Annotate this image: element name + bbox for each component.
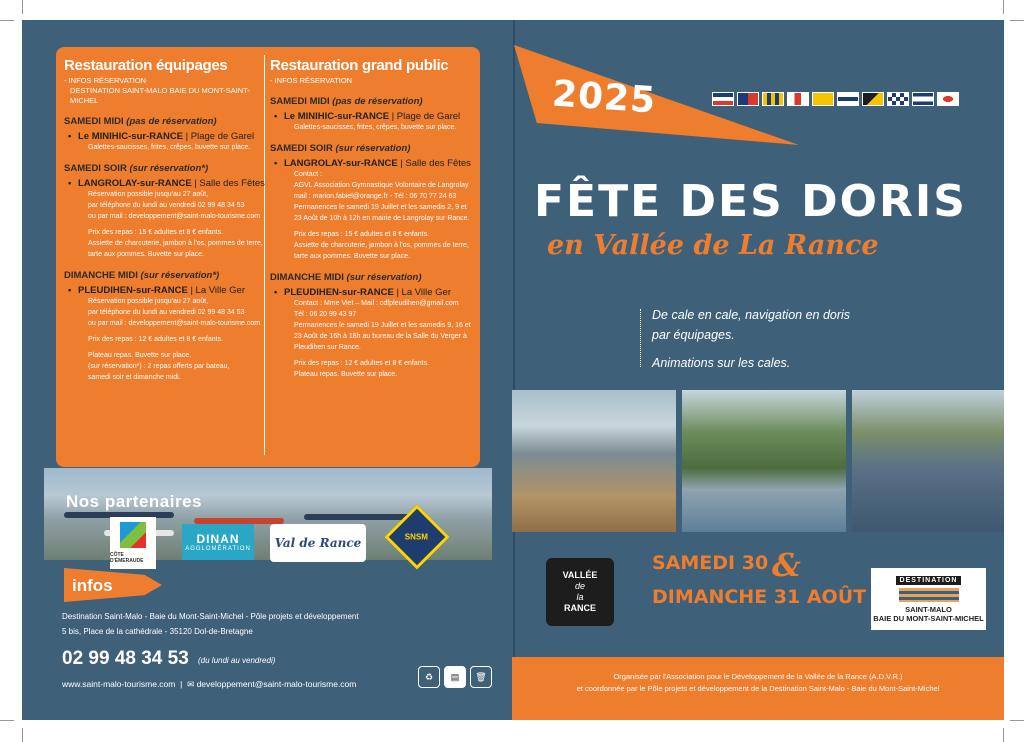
- organizer-footer: [512, 657, 1004, 720]
- contact-address: Destination Saint-Malo - Baie du Mont-Saint-Michel - Pôle projets et développement: [62, 612, 359, 621]
- venue-detail: Galettes-saucisses, frites, crêpes, buvette sur place.: [294, 124, 457, 131]
- footer-line: et coordonnée par le Pôle projets et développement de la Destination Saint-Malo - Baie du Mont-Saint-Michel: [576, 684, 940, 693]
- signal-flag: [937, 92, 959, 106]
- section-heading: SAMEDI SOIR (sur réservation): [270, 143, 411, 154]
- destination-name: BAIE DU MONT-SAINT-MICHEL: [873, 613, 984, 623]
- venue-detail: par téléphone du lundi au vendredi 02 99 48 34 53: [88, 202, 245, 209]
- year: 2025: [550, 73, 658, 122]
- crop-mark: [1010, 720, 1024, 721]
- footer-line: Organisée par l'Association pour le Développement de la Vallée de la Rance (A.D.V.R.): [613, 672, 903, 681]
- contact-links: [62, 679, 356, 690]
- phone-note: (du lundi au vendredi): [198, 656, 276, 665]
- crop-mark: [22, 728, 23, 742]
- restauration-grand-public-column: [270, 57, 475, 380]
- venue-detail: par téléphone du lundi au vendredi 02 99 48 34 53: [88, 309, 245, 316]
- venue-detail: Pleudihen sur Rance.: [294, 344, 361, 351]
- destination-name: SAINT-MALO: [905, 604, 952, 614]
- tagline-line: Animations sur les cales.: [652, 356, 791, 370]
- crop-mark: [22, 0, 23, 14]
- venue-detail: Contact :: [294, 171, 323, 178]
- tagline-line: De cale en cale, navigation en doris: [652, 308, 851, 322]
- venue-detail: 23 Août de 10h à 12h en mairie de Langrolay sur Rance.: [294, 215, 470, 222]
- photo-credits: [484, 84, 492, 294]
- venue-detail: Contact : Mme Viet – Mail : cdfpleudihen@gmail.com: [294, 300, 459, 307]
- venue-detail: samedi soir et dimanche midi.: [88, 374, 181, 381]
- venue-detail: AGVL Association Gymnastique Volontaire de Langrolay: [294, 182, 469, 189]
- signal-flag: [737, 92, 759, 106]
- vallee-de-la-rance-logo: VALLÉE de la RANCE: [546, 558, 614, 626]
- recycle-icon: ♻: [418, 666, 440, 688]
- venue-detail: Réservation possible jusqu'au 27 août,: [88, 298, 209, 305]
- venue-detail: Assiette de charcuterie, jambon à l'os, pommes de terre,: [88, 240, 263, 247]
- section-heading: DIMANCHE MIDI (sur réservation*): [64, 270, 220, 281]
- event-title: FÊTE DES DORIS: [534, 176, 967, 227]
- signal-flags: [712, 92, 959, 106]
- venue-detail: Plateau repas. Buvette sur place.: [88, 352, 192, 359]
- signal-flag: [912, 92, 934, 106]
- crop-mark: [1003, 728, 1004, 742]
- emeraude-logo: CÔTE D'ÉMERAUDE: [110, 517, 156, 569]
- destination-stripes: [899, 588, 959, 602]
- website-link[interactable]: www.saint-malo-tourisme.com: [62, 679, 176, 689]
- venue-detail: ou par mail : developpement@saint-malo-tourisme.com: [88, 320, 261, 327]
- val-de-rance-logo: Val de Rance: [270, 524, 366, 562]
- venue: • Le MINIHIC-sur-RANCE | Plage de Garel: [78, 131, 269, 142]
- venue-detail: Prix des repas : 15 € adultes et 8 € enfants.: [294, 231, 430, 238]
- crop-mark: [1003, 0, 1004, 14]
- signal-flag: [862, 92, 884, 106]
- signal-flag: [762, 92, 784, 106]
- signal-flag: [837, 92, 859, 106]
- signal-flag: [812, 92, 834, 106]
- column-title: Restauration grand public: [270, 57, 449, 74]
- venue-detail: Assiette de charcuterie, jambon à l'os, pommes de terre,: [294, 242, 469, 249]
- venue-detail: tarte aux pommes. Buvette sur place.: [88, 251, 204, 258]
- email-link[interactable]: developpement@saint-malo-tourisme.com: [196, 679, 357, 689]
- info-line: DESTINATION SAINT-MALO BAIE DU MONT-SAINT-MICHEL: [70, 86, 250, 105]
- info-line: - INFOS RÉSERVATION: [64, 76, 147, 85]
- venue: • LANGROLAY-sur-RANCE | Salle des Fêtes: [284, 158, 475, 169]
- restauration-box: [56, 47, 480, 467]
- photo-rowing-crowd: [852, 390, 1004, 532]
- venue-detail: Plateau repas. Buvette sur place.: [294, 371, 398, 378]
- info-line: - INFOS RÉSERVATION: [270, 76, 353, 85]
- venue: • Le MINIHIC-sur-RANCE | Plage de Garel: [284, 111, 475, 122]
- partners-title: Nos partenaires: [66, 492, 202, 511]
- email-icon: ✉: [187, 679, 195, 689]
- section-heading: SAMEDI SOIR (sur réservation*): [64, 163, 209, 174]
- venue-detail: Permanences le samedi 19 Juillet et les samedis 2, 9 et: [294, 204, 467, 211]
- event-subtitle: en Vallée de La Rance: [547, 230, 879, 261]
- restauration-equipages-column: [64, 57, 269, 383]
- venue-detail: Prix des repas : 12 € adultes et 8 € enfants.: [88, 336, 224, 343]
- destination-label: DESTINATION: [896, 576, 962, 585]
- venue-detail: ou par mail : developpement@saint-malo-tourisme.com: [88, 213, 261, 220]
- brochure-sheet: [22, 20, 1004, 720]
- trash-bin-icon: 🗑: [470, 666, 492, 688]
- venue-detail: Galettes-saucisses, frites, crêpes, buvette sur place.: [88, 144, 251, 151]
- crop-mark: [1010, 20, 1024, 21]
- section-heading: DIMANCHE MIDI (sur réservation): [270, 272, 422, 283]
- fold-line: [513, 20, 515, 720]
- signal-flag: [712, 92, 734, 106]
- venue-detail: Tél : 06 20 99 43 97: [294, 311, 357, 318]
- date-saturday: SAMEDI 30: [652, 552, 769, 574]
- contact-address: 5 bis, Place de la cathédrale - 35120 Dol-de-Bretagne: [62, 627, 253, 636]
- snsm-logo: SNSM: [384, 504, 449, 569]
- signal-flag: [887, 92, 909, 106]
- venue: • LANGROLAY-sur-RANCE | Salle des Fêtes: [78, 178, 269, 189]
- date-sunday: DIMANCHE 31 AOÛT: [652, 586, 867, 608]
- venue-detail: 23 Août de 16h à 18h au bureau de la Salle du Verger à: [294, 333, 467, 340]
- photo-sailing-doris: [682, 390, 846, 532]
- venue-detail: mail : marion.fabiel@orange.fr - Tél : 06 70 77 24 63: [294, 193, 457, 200]
- tagline-divider: [640, 309, 641, 367]
- tagline: [652, 305, 850, 373]
- venue-detail: Prix des repas : 12 € adultes et 8 € enfants.: [294, 360, 430, 367]
- section-heading: SAMEDI MIDI (pas de réservation): [64, 116, 217, 127]
- photo-boats-moored: [512, 390, 676, 532]
- venue-detail: Prix des repas : 15 € adultes et 8 € enfants.: [88, 229, 224, 236]
- venue: • PLEUDIHEN-sur-RANCE | La Ville Ger: [78, 285, 269, 296]
- tagline-line: par équipages.: [652, 328, 735, 342]
- phone-number[interactable]: 02 99 48 34 53: [62, 648, 189, 669]
- crop-mark: [0, 20, 14, 21]
- venue-detail: (sur réservation*) : 2 repas offerts par bateau,: [88, 363, 230, 370]
- destination-saint-malo-logo: [871, 568, 986, 630]
- venue-detail: Réservation possible jusqu'au 27 août,: [88, 191, 209, 198]
- emeraude-logo-mark: [120, 522, 146, 548]
- column-title: Restauration équipages: [64, 57, 228, 74]
- venue: • PLEUDIHEN-sur-RANCE | La Ville Ger: [284, 287, 475, 298]
- venue-detail: Permanences le samedi 19 Juillet et les samedis 9, 16 et: [294, 322, 471, 329]
- print-label-icon: ▤: [444, 666, 466, 688]
- dinan-logo: DINAN AGGLOMÉRATION: [182, 524, 254, 560]
- date-ampersand: &: [772, 546, 801, 584]
- crop-mark: [0, 720, 14, 721]
- infos-label: infos: [72, 576, 113, 595]
- section-heading: SAMEDI MIDI (pas de réservation): [270, 96, 423, 107]
- separator: |: [177, 679, 185, 689]
- signal-flag: [787, 92, 809, 106]
- venue-detail: tarte aux pommes. Buvette sur place.: [294, 253, 410, 260]
